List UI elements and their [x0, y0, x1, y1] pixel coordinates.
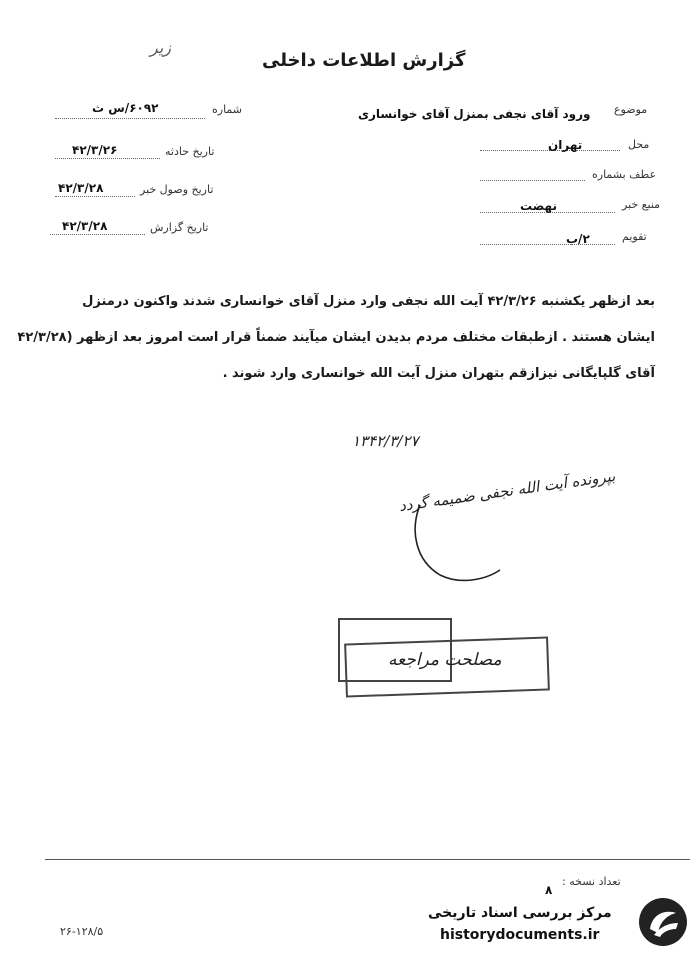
body-line: آقای گلپایگانی نیزازقم بتهران منزل آیت الله خوانساری وارد شوند .	[222, 366, 655, 381]
source-value: نهضت	[520, 199, 557, 213]
stamp-text: مصلحت مراجعه	[388, 650, 502, 670]
copies-label: تعداد نسخه :	[562, 875, 621, 888]
subject-label: موضوع	[614, 103, 648, 116]
number-label: شماره	[212, 103, 243, 116]
received-date-label: تاریخ وصول خبر	[140, 183, 214, 196]
watermark-title: مرکز بررسی اسناد تاریخی	[428, 905, 612, 921]
reference-label: عطف بشماره	[592, 168, 657, 181]
location-value: تهران	[548, 138, 583, 152]
source-label: منبع خبر	[622, 198, 661, 211]
body-line: ایشان هستند . ازطبقات مختلف مردم بدیدن ایشان میآیند ضمناً قرار است امروز بعد ازظهر (۴۲/۳/۲۸	[17, 330, 655, 345]
archive-logo-icon	[636, 895, 690, 949]
signature-stroke	[400, 500, 510, 590]
calendar-label: تقویم	[622, 230, 647, 243]
location-label: محل	[628, 138, 650, 151]
incident-date-value: ۴۲/۳/۲۶	[72, 143, 118, 157]
received-date-value: ۴۲/۳/۲۸	[58, 181, 104, 195]
footer-divider	[45, 859, 690, 860]
handwritten-filing-note: بپرونده آیت الله نجفی ضمیمه گردد	[397, 466, 617, 516]
calendar-value: ۲/ب	[566, 232, 590, 246]
reference-number: ۲۶-۱۲۸/۵	[60, 925, 104, 938]
page-title: گزارش اطلاعات داخلی	[262, 50, 466, 71]
handwritten-date: ۱۳۴۲/۳/۲۷	[352, 432, 419, 450]
body-line: بعد ازظهر یکشنبه ۴۲/۳/۲۶ آیت الله نجفی وارد منزل آقای خوانساری شدند واکنون درمنزل	[82, 294, 655, 309]
report-date-label: تاریخ گزارش	[150, 221, 209, 234]
watermark-url: historydocuments.ir	[440, 927, 600, 943]
corner-handwritten-note: زیر	[150, 38, 172, 57]
subject-value: ورود آقای نجفی بمنزل آقای خوانساری	[358, 107, 591, 121]
number-value: ۶۰۹۲/س ث	[92, 101, 159, 115]
report-date-value: ۴۲/۳/۲۸	[62, 219, 108, 233]
incident-date-label: تاریخ حادثه	[165, 145, 215, 158]
copies-value: ۸	[545, 883, 553, 897]
